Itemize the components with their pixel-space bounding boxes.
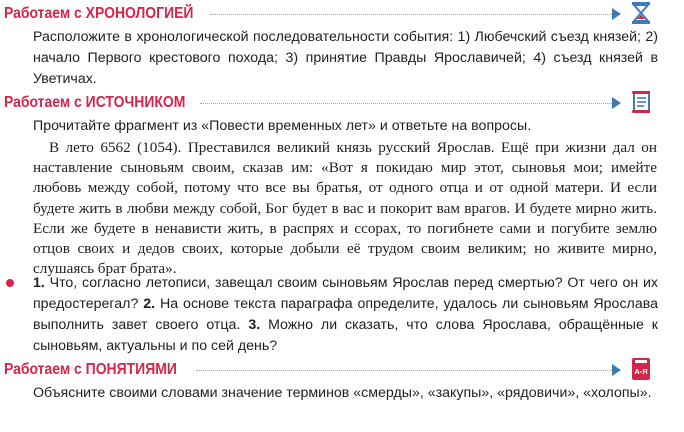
concepts-title: Работаем с ПОНЯТИЯМИ xyxy=(4,361,177,378)
arrow-icon xyxy=(612,8,621,20)
question-number: 2. xyxy=(143,296,156,312)
question-text: На основе текста параграфа определите, удалось ли сыновьям Ярослава выполнить завет своего отца. xyxy=(33,296,658,333)
source-excerpt: В лето 6562 (1054). Преставился великий князь русский Ярослав. Ещё при жизни дал он наставление сыновьям своим, сказав им: «Вот я покидаю мир этот, сыновья мои; имейте любовь между собой, потому что все вы братья, от одного отца и от одной матери. И если будете жить в любви между собой, Бог будет в вас и покорит вам врагов. И будете мирно жить. Если же будете в ненависти жить, в распрях и ссорах, то погибнете сами и погубите землю отцов своих и дедов своих, которые добыли её трудом своим великим; но живите мирно, слушаясь брат брата». xyxy=(33,139,657,278)
chronology-header xyxy=(4,3,680,25)
arrow-icon xyxy=(612,97,621,109)
question-number: 1. xyxy=(33,275,45,291)
concepts-header xyxy=(4,359,680,381)
source-questions xyxy=(33,273,658,357)
header-dotted-line xyxy=(200,103,612,104)
source-task: Прочитайте фрагмент из «Повести временных лет» и ответьте на вопросы. xyxy=(33,118,532,134)
question-text: Можно ли сказать, что слова Ярослава, обращённые к сыновьям, актуальны и по сей день? xyxy=(33,317,658,354)
chronology-text: Расположите в хронологической последовательности события: 1) Любечский съезд князей; 2) начало Первого крестового похода; 3) принятие Правды Ярославичей; 4) съезд князей в Уветичах. xyxy=(33,29,658,87)
arrow-icon xyxy=(612,364,621,376)
chronology-title: Работаем с ХРОНОЛОГИЕЙ xyxy=(4,5,194,22)
hourglass-icon xyxy=(628,0,654,26)
bullet-dot xyxy=(6,279,14,287)
concepts-text: Объясните своими словами значение терминов «смерды», «закупы», «рядовичи», «холопы». xyxy=(33,385,652,401)
scroll-icon xyxy=(628,89,654,115)
question-text: Что, согласно летописи, завещал своим сыновьям Ярослав перед смертью? От чего он их предостерегал? xyxy=(33,275,658,312)
question-number: 3. xyxy=(248,317,261,333)
header-dotted-line xyxy=(196,370,612,371)
source-title: Работаем с ИСТОЧНИКОМ xyxy=(4,94,186,111)
header-dotted-line xyxy=(210,14,612,15)
dictionary-icon-label: А-Я xyxy=(634,367,648,376)
dictionary-icon xyxy=(628,356,654,382)
source-header xyxy=(4,92,680,114)
